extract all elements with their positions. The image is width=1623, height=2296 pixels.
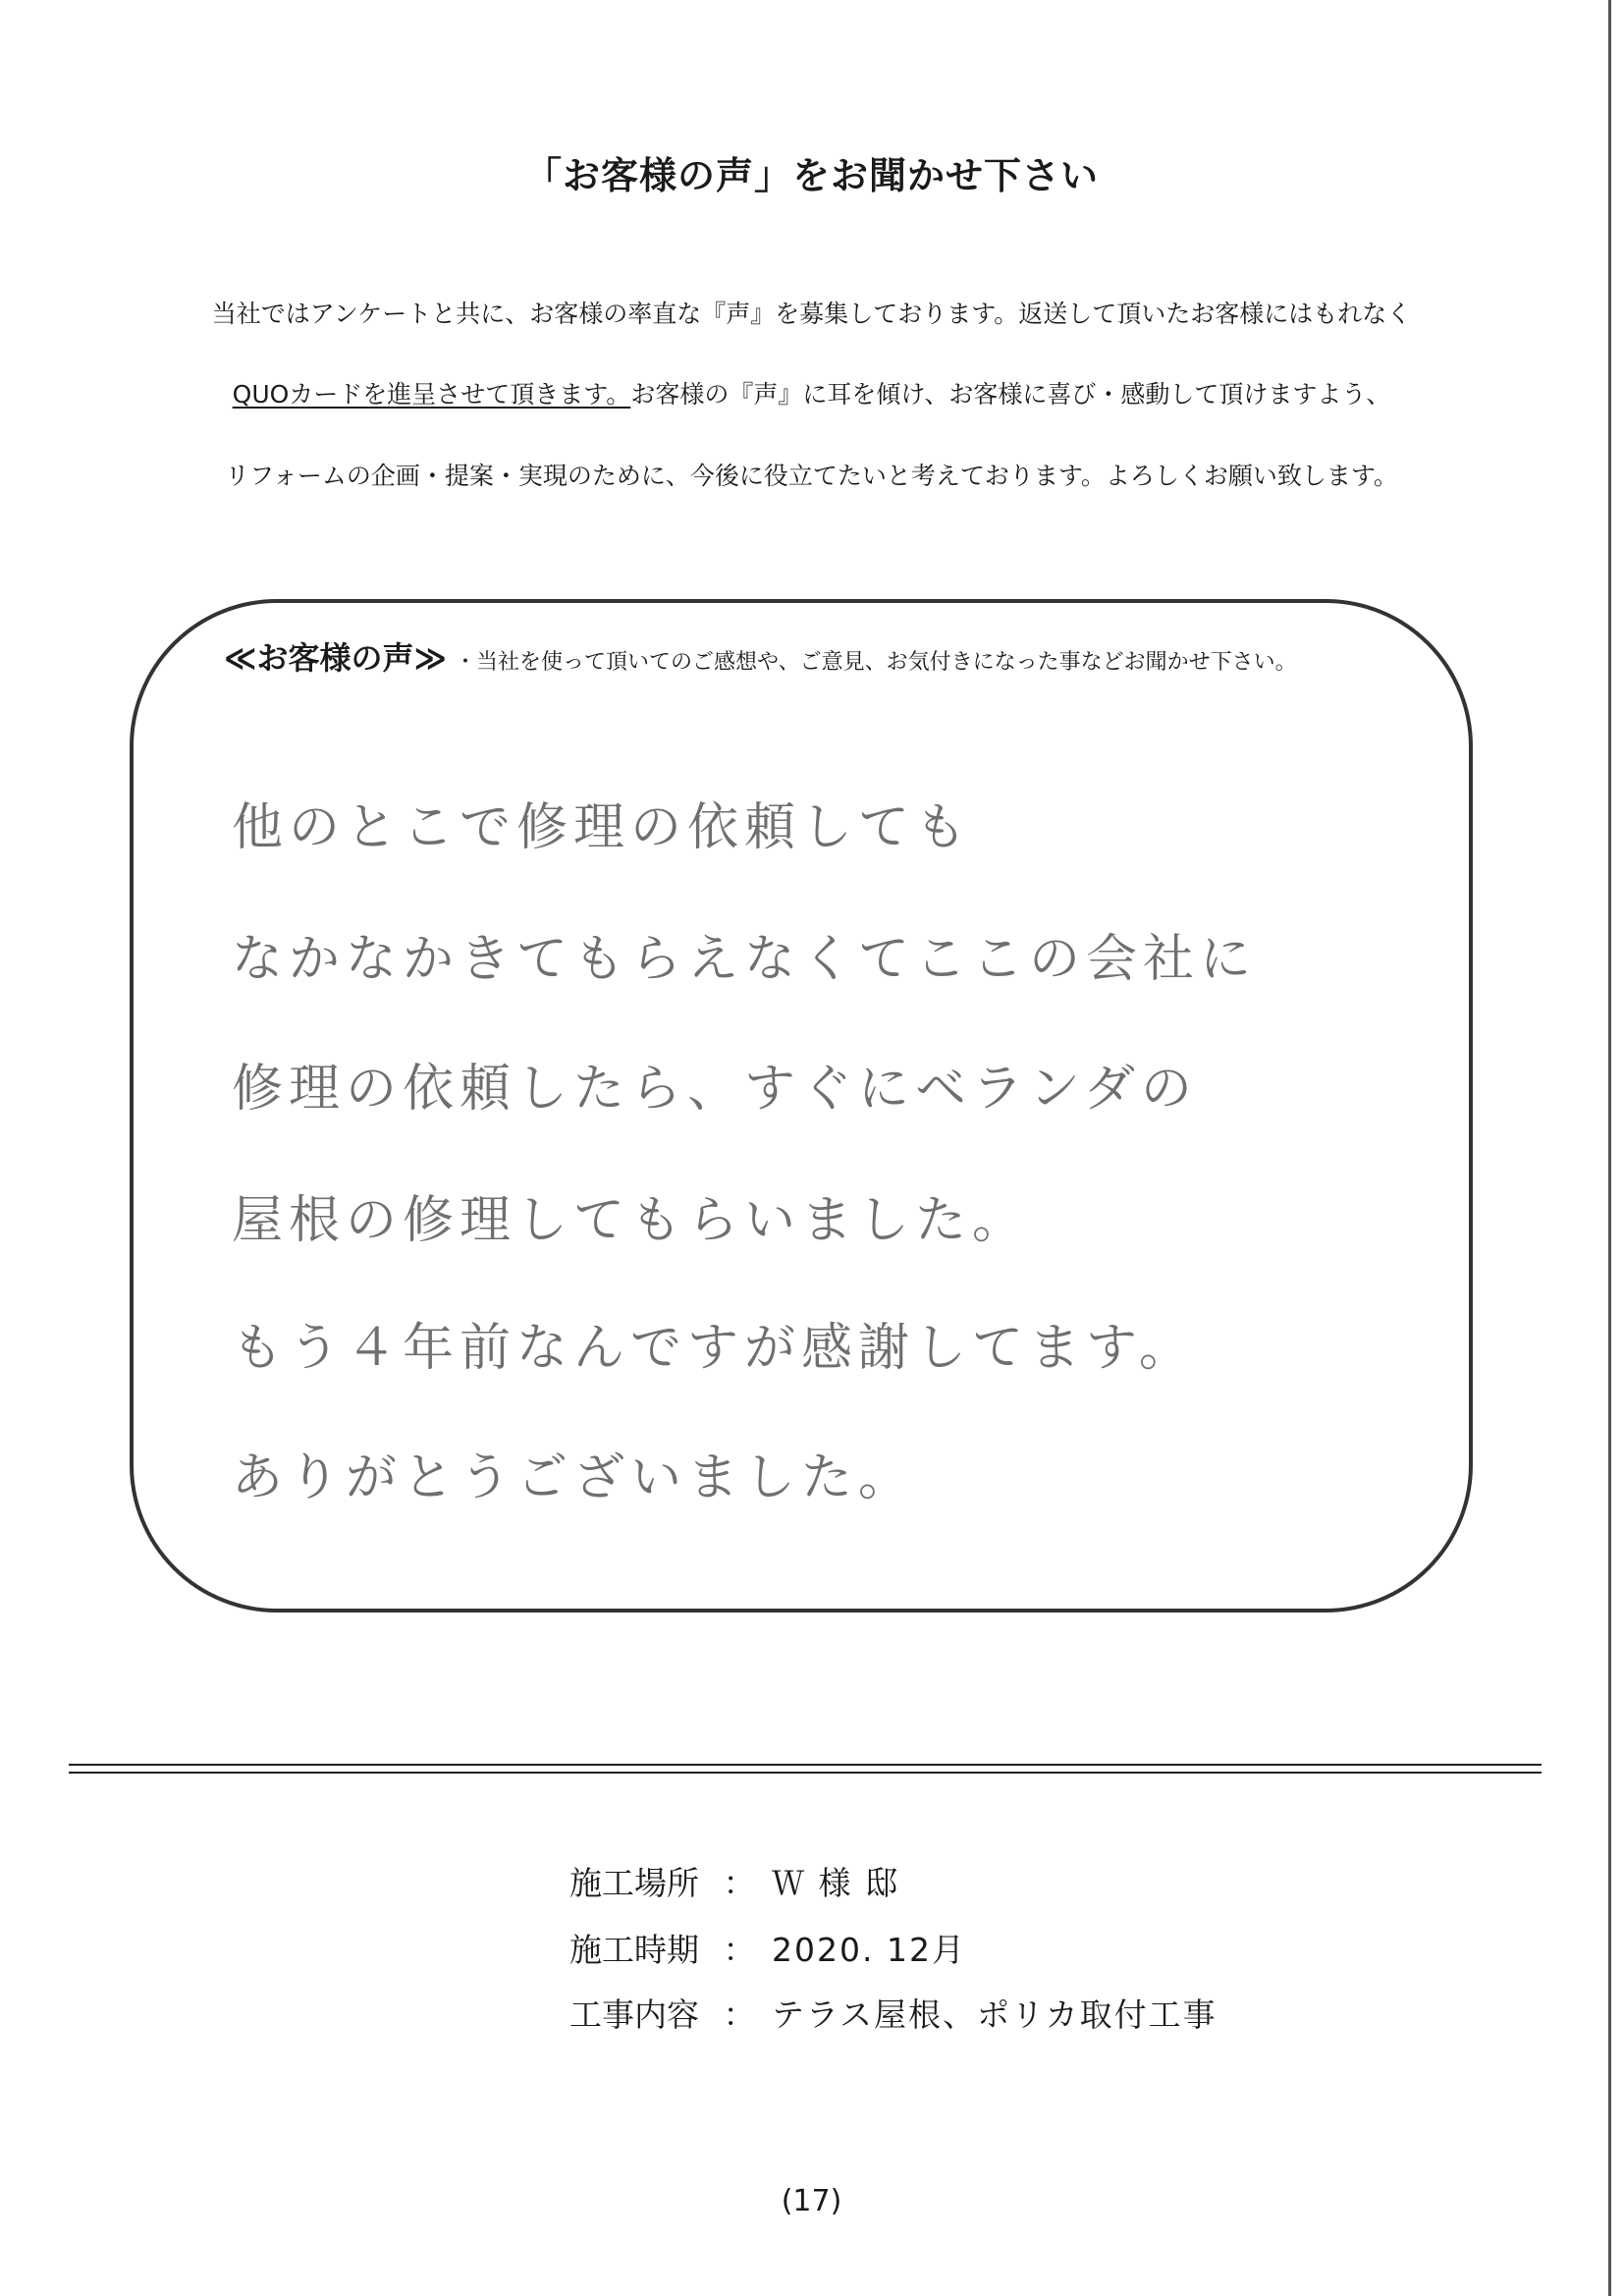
info-value: テラス屋根、ポリカ取付工事 <box>772 1995 1217 2034</box>
handwritten-line: なかなかきてもらえなくてここの会社に <box>232 930 1258 989</box>
page-edge <box>1608 0 1611 2296</box>
divider-bottom <box>69 1772 1542 1774</box>
info-label: 施工時期 <box>569 1931 699 1969</box>
voice-box-header <box>224 633 1297 679</box>
page-number: (17) <box>781 2184 842 2218</box>
info-separator: ： <box>723 1931 756 1969</box>
handwritten-line: もう４年前なんですが感謝してます。 <box>232 1319 1196 1378</box>
handwritten-line: 屋根の修理してもらいました。 <box>232 1191 1030 1250</box>
voice-box-subtitle: ・当社を使って頂いてのご感想や、ご意見、お気付きになった事などお聞かせ下さい。 <box>455 650 1297 675</box>
handwritten-line: ありがとうございました。 <box>232 1449 916 1507</box>
quo-card-notice: QUOカードを進呈させて頂きます。 <box>232 380 631 409</box>
info-label: 工事内容 <box>569 1995 699 2034</box>
handwritten-line: 他のとこで修理の依頼しても <box>232 798 973 857</box>
intro-line-3: リフォームの企画・提案・実現のために、今後に役立てたいと考えております。よろしくお願い致します。 <box>225 462 1398 490</box>
info-separator: ： <box>723 1995 756 2034</box>
page-title: 「お客様の声」をお聞かせ下さい <box>523 154 1099 197</box>
intro-line-2-rest: お客様の『声』に耳を傾け、お客様に喜び・感動して頂けますよう、 <box>630 380 1391 409</box>
intro-line-2 <box>0 375 1623 410</box>
intro-line-1: 当社ではアンケートと共に、お客様の率直な『声』を募集しております。返送して頂いたお客様にはもれなく <box>211 300 1412 328</box>
info-row-period <box>569 1925 966 1971</box>
info-separator: ： <box>723 1864 756 1902</box>
info-value: Ｗ 様 邸 <box>772 1864 899 1902</box>
voice-box-title: ≪お客様の声≫ <box>224 639 448 677</box>
info-row-location <box>569 1858 899 1904</box>
info-value: 2020. 12月 <box>772 1931 966 1969</box>
info-row-work <box>569 1990 1217 2036</box>
info-label: 施工場所 <box>569 1864 699 1902</box>
handwritten-line: 修理の依頼したら、すぐにベランダの <box>232 1060 1198 1119</box>
divider-top <box>69 1764 1542 1766</box>
